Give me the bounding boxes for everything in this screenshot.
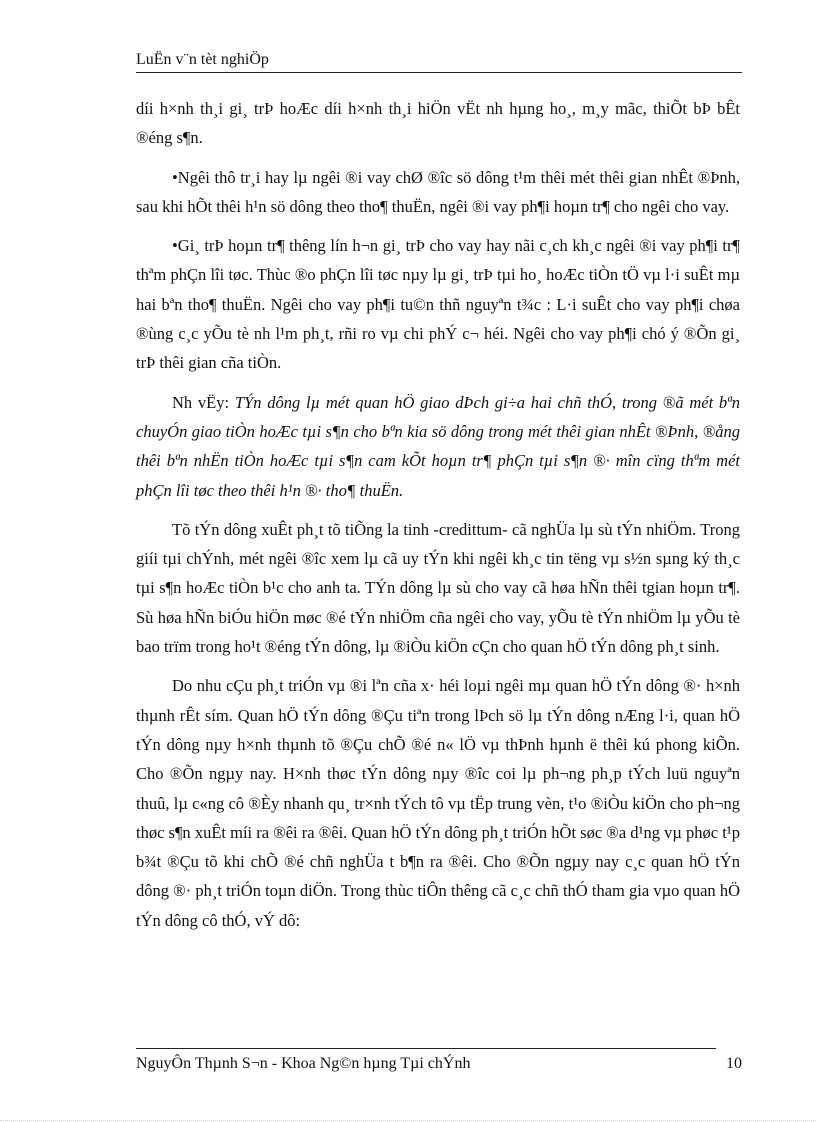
paragraph-4-lead: Nh vËy: xyxy=(172,392,235,412)
footer-author: NguyÔn Thµnh S¬n - Khoa Ng©n hµng Tµi chÝnh xyxy=(136,1055,471,1072)
header-divider xyxy=(136,72,742,73)
running-footer xyxy=(136,1054,742,1074)
paragraph-5: Tõ tÝn dông xuÊt ph¸t tõ tiÕng la tinh -credittum- cã nghÜa lµ sù tÝn nhiÖm. Trong giíi tµi chÝnh, mét ngêi ®îc xem lµ cã uy tÝn khi ngêi kh¸c tin tëng vµ s½n sµng ký th¸c tµi s¶n hoÆc tiÒn b¹c cho anh ta. TÝn dông lµ sù cho vay cã høa hÑn thêi tgian hoµn tr¶. Sù høa hÑn biÓu hiÖn møc ®é tÝn nhiÖm cña ngêi cho vay, yÕu tè tÝn nhiÖm lµ yÕu tè bao trïm trong ho¹t ®éng tÝn dông, lµ ®iÒu kiÖn cÇn cho quan hÖ tÝn dông ph¸t sinh. xyxy=(136,519,740,657)
definition-text: TÝn dông lµ mét quan hÖ giao dÞch gi÷a hai chñ thÓ, trong ®ã mét bªn chuyÓn giao tiÒn hoÆc tµi s¶n cho bªn kia sö dông trong mét thêi gian nhÊt ®Þnh, ®ång thêi bªn nhËn tiÒn hoÆc tµi s¶n cam kÕt hoµn tr¶ phÇn tµi s¶n ®· mîn cïng thªm mét phÇn lîi tøc theo thêi h¹n ®· tho¶ thuËn. xyxy=(136,392,740,500)
page-bottom-border xyxy=(0,1120,816,1121)
running-header: LuËn v¨n tèt nghiÖp xyxy=(136,51,269,68)
footer-divider xyxy=(136,1048,716,1049)
page-number: 10 xyxy=(726,1055,742,1072)
body-text xyxy=(136,94,740,945)
paragraph-6: Do nhu cÇu ph¸t triÓn vµ ®i lªn cña x· héi loµi ngêi mµ quan hÖ tÝn dông ®· h×nh thµnh rÊt sím. Quan hÖ tÝn dông ®Çu tiªn trong lÞch sö lµ tÝn dông nÆng l·i, quan hÖ tÝn dông nµy h×nh thµnh tõ ®Çu chÕ ®é n« lÖ vµ thÞnh hµnh ë thêi kú phong kiÕn. Cho ®Õn ngµy nay. H×nh thøc tÝn dông nµy ®îc coi lµ ph¬ng ph¸p tÝch luü nguyªn thuû, lµ c«ng cô ®Èy nhanh qu¸ tr×nh tÝch tô vµ tËp trung vèn, t¹o ®iÒu kiÖn cho ph¬ng thøc s¶n xuÊt míi ra ®êi ra ®êi. Quan hÖ tÝn dông ph¸t triÓn hÕt søc ®a d¹ng vµ phøc t¹p b¾t ®Çu tõ khi chÕ ®é chñ nghÜa t b¶n ra ®êi. Cho ®Õn ngµy nay c¸c quan hÖ tÝn dông ®· ph¸t triÓn toµn diÖn. Trong thùc tiÔn thêng cã c¸c chñ thÓ tham gia vµo quan hÖ tÝn dông cô thÓ, vÝ dô: xyxy=(136,676,740,930)
paragraph-1: díi h×nh th¸i gi¸ trÞ hoÆc díi h×nh th¸i hiÖn vËt nh hµng ho¸, m¸y mãc, thiÕt bÞ bÊt ®éng s¶n. xyxy=(136,99,740,148)
paragraph-2: •Ngêi thô tr¸i hay lµ ngêi ®i vay chØ ®îc sö dông t¹m thêi mét thêi gian nhÊt ®Þnh, sau khi hÕt thêi h¹n sö dông theo tho¶ thuËn, ngêi ®i vay ph¶i hoµn tr¶ cho ngêi cho vay. xyxy=(136,167,740,216)
paragraph-3: •Gi¸ trÞ hoµn tr¶ thêng lín h¬n gi¸ trÞ cho vay hay nãi c¸ch kh¸c ngêi ®i vay ph¶i tr¶ thªm phÇn lîi tøc. Thùc ®o phÇn lîi tøc nµy lµ gi¸ trÞ tµi ho¸ hoÆc tiÒn tÖ vµ l·i suÊt mµ hai bªn tho¶ thuËn. Ngêi cho vay ph¶i tu©n thñ nguyªn t¾c : L·i suÊt cho vay ph¶i chøa ®ùng c¸c yÕu tè nh l¹m ph¸t, rñi ro vµ chi phÝ c¬ héi. Ngêi cho vay ph¶i chó ý ®Õn gi¸ trÞ thêi gian cña tiÒn. xyxy=(136,236,740,373)
paragraph-4 xyxy=(136,388,740,505)
